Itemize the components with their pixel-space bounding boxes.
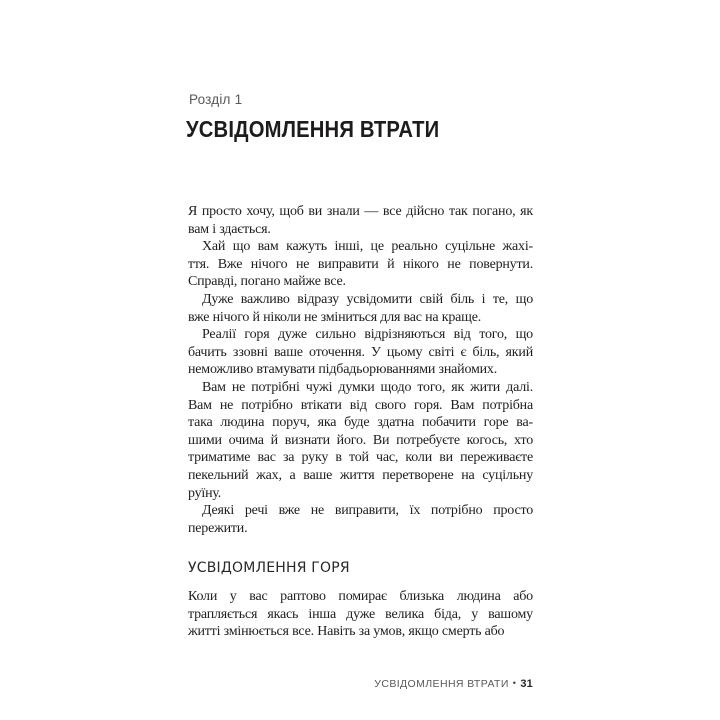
text-line: Коли у вас раптово помирає близька людина або — [188, 589, 533, 604]
text-line: Хай що вам кажуть інші, це реально суцільне жахі- — [202, 239, 533, 255]
paragraph — [188, 291, 533, 326]
text-line: неможливо втамувати підбадьорюваннями знайомих. — [188, 362, 498, 378]
text-line: пекельний жах, а ваше життя перетворене на суцільну — [188, 467, 533, 483]
text-line: така людина поруч, яка буде здатна побачити горе ва- — [188, 415, 533, 431]
page-footer — [188, 677, 533, 691]
paragraph — [188, 238, 533, 291]
chapter-kicker: Розділ 1 — [189, 92, 243, 107]
paragraph — [188, 203, 533, 238]
text-line: вже нічого й ніколи не зміниться для вас на краще. — [188, 309, 482, 325]
text-line: руїну. — [188, 485, 222, 501]
text-line: трапляється якась інша дуже велика біда, у вашому — [188, 606, 533, 622]
text-line: Дуже важливо відразу усвідомити свій біль і те, що — [202, 291, 533, 307]
text-line: Деякі речі вже не виправити, їх потрібно просто — [202, 503, 533, 519]
paragraph — [188, 588, 533, 641]
page-number: 31 — [520, 678, 533, 690]
paragraph — [188, 326, 533, 379]
chapter-title: УСВІДОМЛЕННЯ ВТРАТИ — [186, 116, 440, 142]
text-line: ття. Вже нічого не виправити й нікого не повернути. — [188, 256, 533, 272]
text-line: шими очима й визнати його. Ви потребуєте когось, хто — [188, 432, 533, 448]
footer-separator-dot: • — [512, 678, 517, 688]
text-line: триматиме вас за руку в той час, коли ви переживаєте — [188, 450, 533, 466]
paragraph — [188, 379, 533, 502]
running-title: УСВІДОМЛЕННЯ ВТРАТИ — [374, 678, 509, 690]
text-line: Я просто хочу, щоб ви знали — все дійсно так погано, як — [188, 204, 533, 219]
intro-text-block — [188, 203, 533, 537]
text-line: Вам не потрібно втікати від свого горя. Вам потрібна — [188, 397, 533, 413]
paragraph — [188, 502, 533, 537]
section-heading: УСВІДОМЛЕННЯ ГОРЯ — [188, 560, 350, 576]
text-line: Реалії горя дуже сильно відрізняються від того, що — [202, 327, 533, 343]
text-line: бачить ззовні ваше оточення. У цьому світі є біль, який — [188, 344, 533, 360]
text-line: пережити. — [188, 520, 248, 536]
text-line: вам і здається. — [188, 221, 271, 237]
section-text-block — [188, 588, 533, 641]
text-line: житті змінюється все. Навіть за умов, якщо смерть або — [188, 624, 505, 640]
text-line: Справді, погано майже все. — [188, 274, 346, 290]
text-line: Вам не потрібні чужі думки щодо того, як жити далі. — [202, 379, 533, 395]
